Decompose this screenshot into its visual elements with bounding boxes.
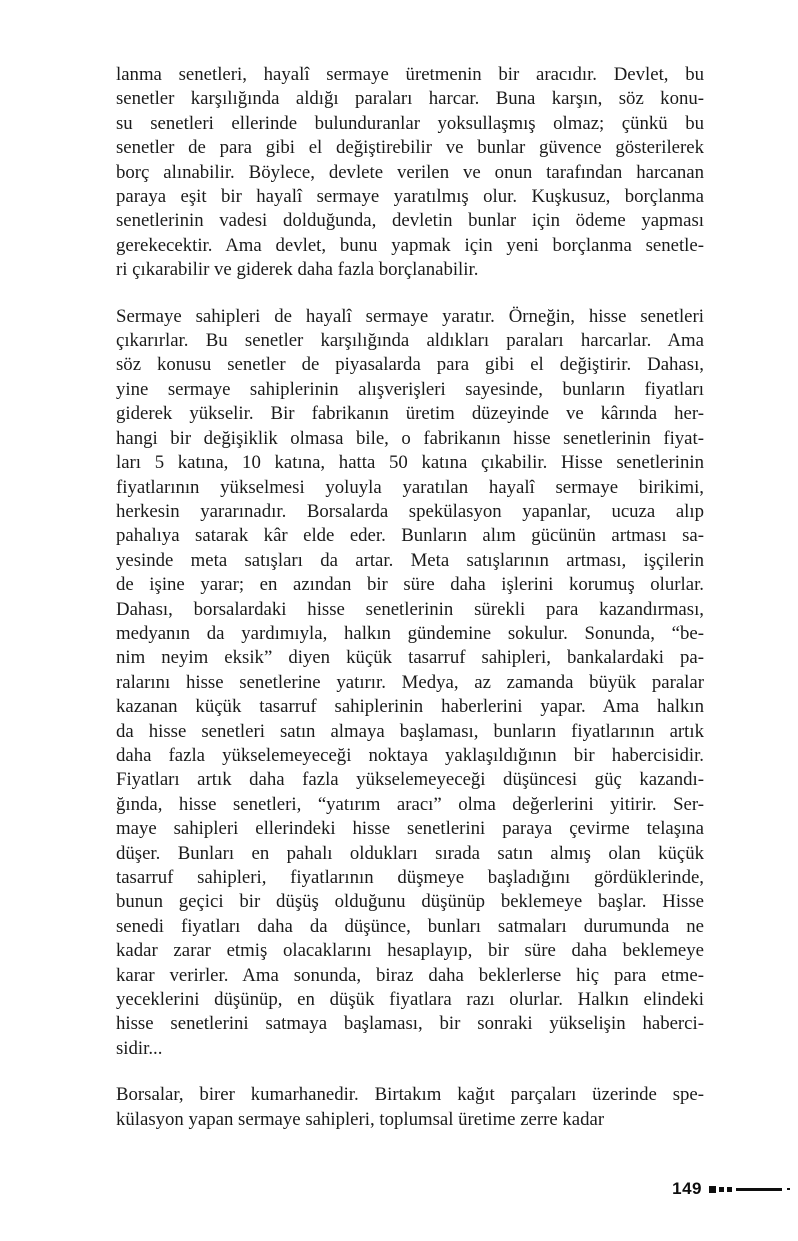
text-line: karar verirler. Ama sonunda, biraz daha beklerlerse hiç para etme- (116, 964, 704, 986)
text-line: yine sermaye sahiplerinin alışverişleri sayesinde, bunların fiyatları (116, 378, 704, 400)
text-line: Dahası, borsalardaki hisse senetlerinin sürekli para kazandırması, (116, 598, 704, 620)
ornament-square-small-icon (719, 1187, 724, 1192)
text-line: gerekecektir. Ama devlet, bunu yapmak için yeni borçlanma senetle- (116, 234, 704, 256)
text-line: hangi bir değişiklik olmasa bile, o fabrikanın hisse senetlerinin fiyat- (116, 427, 704, 449)
text-line: pahalıya satarak kâr elde eder. Bunların alım gücünün artması sa- (116, 525, 704, 547)
text-line: kazanan küçük tasarruf sahiplerinin haberlerini yapar. Ama halkın (116, 696, 704, 718)
text-line: külasyon yapan sermaye sahipleri, toplumsal üretime zerre kadar (116, 1108, 605, 1130)
text-line: ları 5 katına, 10 katına, hatta 50 katına çıkabilir. Hisse senetlerinin (116, 452, 704, 474)
text-line: ri çıkarabilir ve giderek daha fazla borçlanabilir. (116, 259, 479, 281)
text-line: Fiyatları artık daha fazla yükselemeyeceği düşüncesi güç kazandı- (116, 769, 704, 791)
footer-inner (672, 1176, 790, 1202)
text-line: da hisse senetleri satın almaya başlaması, bunların fiyatlarının artık (116, 720, 704, 742)
ornament-dot-icon (787, 1188, 790, 1190)
text-line: senetler de para gibi el değiştirebilir ve bunlar güvence gösterilerek (116, 137, 704, 159)
text-line: nim neyim eksik” diyen küçük tasarruf sahipleri, bankalardaki pa- (116, 647, 704, 669)
ornament-rule (736, 1188, 782, 1191)
text-line: ralarını hisse senetlerine yatırır. Medya, az zamanda büyük paralar (116, 671, 704, 693)
text-line: sidir... (116, 1037, 163, 1059)
text-line: daha fazla yükselemeyeceği noktaya yaklaşıldığının bir habercisidir. (116, 744, 704, 766)
text-line: borç alınabilir. Böylece, devlete verilen ve onun tarafından harcanan (116, 161, 704, 183)
text-line: söz konusu senetler de piyasalarda para gibi el değiştirir. Dahası, (116, 354, 704, 376)
page-text (116, 63, 704, 1132)
text-line: Borsalar, birer kumarhanedir. Birtakım kağıt parçaları üzerinde spe- (116, 1084, 704, 1106)
text-line: çıkarırlar. Bu senetler karşılığında aldıkları paraları harcarlar. Ama (116, 330, 704, 352)
text-line: herkesin yararınadır. Borsalarda spekülasyon yapanlar, ucuza alıp (116, 500, 704, 522)
text-line: paraya eşit bir hayalî sermaye yaratılmış olur. Kuşkusuz, borçlanma (116, 186, 704, 208)
text-line: bunun geçici bir düşüş olduğunu düşünüp beklemeye başlar. Hisse (116, 891, 704, 913)
text-line: medyanın da yardımıyla, halkın gündemine sokulur. Sonunda, “be- (116, 622, 704, 644)
text-line: senetler karşılığında aldığı paraları harcar. Buna karşın, söz konu- (116, 88, 704, 110)
text-line: senedi fiyatları daha da düşünce, bunları satmaları durumunda ne (116, 915, 704, 937)
text-line: Sermaye sahipleri de hayalî sermaye yaratır. Örneğin, hisse senetleri (116, 305, 704, 327)
text-line: lanma senetleri, hayalî sermaye üretmenin bir aracıdır. Devlet, bu (116, 64, 704, 85)
text-line: fiyatlarının yükselmesi yoluyla yaratılan hayalî sermaye birikimi, (116, 476, 704, 498)
text-line: ğında, hisse senetleri, “yatırım aracı” olma değerlerini yitirir. Ser- (116, 793, 704, 815)
page-footer (0, 1176, 798, 1202)
text-line: de işine yarar; en azından bir süre daha işlerini korumuş olurlar. (116, 574, 704, 596)
text-line: kadar zarar etmiş olacaklarını hesaplayıp, bir süre daha beklemeye (116, 940, 704, 962)
text-line: senetlerinin vadesi dolduğunda, devletin bunlar için ödeme yapması (116, 210, 704, 232)
text-line: yeceklerini düşünüp, en düşük fiyatlara razı olurlar. Halkın elindeki (116, 989, 704, 1011)
text-line: maye sahipleri ellerindeki hisse senetlerini paraya çevirme telaşına (116, 818, 704, 840)
text-line: giderek yükselir. Bir fabrikanın üretim düzeyinde ve kârında her- (116, 403, 704, 425)
paragraph (116, 305, 704, 1062)
page-number: 149 (672, 1179, 702, 1198)
ornament-square-large-icon (709, 1186, 716, 1193)
paragraph (116, 63, 704, 283)
text-line: tasarruf sahipleri, fiyatlarının düşmeye başladığını gördüklerinde, (116, 867, 704, 888)
text-line: düşer. Bunları en pahalı oldukları sırada satın almış olan küçük (116, 842, 704, 864)
ornament-square-small-icon (727, 1187, 732, 1192)
text-line: yesinde meta satışları da artar. Meta satışlarının artması, işçilerin (116, 549, 704, 571)
text-line: hisse senetlerini satmaya başlaması, bir sonraki yükselişin haberci- (116, 1013, 704, 1035)
paragraph (116, 1083, 704, 1132)
text-line: su senetleri ellerinde bulunduranlar yoksullaşmış olmaz; çünkü bu (116, 112, 704, 134)
